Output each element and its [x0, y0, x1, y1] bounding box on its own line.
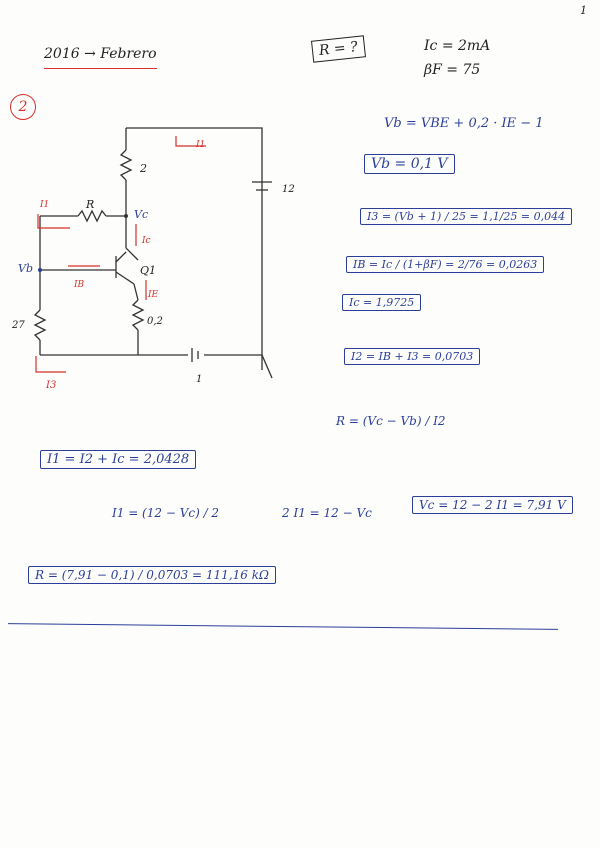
resistor-27-label: 27: [12, 320, 25, 331]
current-ib-label: IB: [74, 280, 85, 290]
node-vb-label: Vb: [18, 262, 33, 275]
given-beta: βF = 75: [424, 62, 481, 78]
r-result: R = (7,91 − 0,1) / 0,0703 = 111,16 kΩ: [28, 566, 276, 584]
ic-result: Ic = 1,9725: [342, 294, 421, 311]
current-ic-label: Ic: [142, 236, 151, 246]
r-equation: R = (Vc − Vb) / I2: [336, 414, 446, 428]
ib-equation: IB = Ic / (1+βF) = 2/76 = 0,0263: [346, 256, 544, 273]
problem-number: 2: [10, 94, 36, 120]
node-vc-label: Vc: [134, 208, 149, 221]
battery-1-label: 1: [196, 374, 203, 385]
current-i1-top-label: I1: [196, 140, 206, 150]
resistor-2-label: 2: [140, 162, 147, 175]
current-ie-label: IE: [148, 290, 159, 300]
transistor-label: Q1: [140, 264, 157, 277]
resistor-r-label: R: [86, 198, 95, 211]
question-box: R = ?: [311, 35, 366, 62]
i1-formula: I1 = (12 − Vc) / 2: [112, 506, 220, 520]
battery-12-label: 12: [282, 184, 295, 195]
vc-result: Vc = 12 − 2 I1 = 7,91 V: [412, 496, 573, 514]
resistor-02-label: 0,2: [147, 316, 163, 327]
given-ic: Ic = 2mA: [424, 38, 491, 54]
vb-result: Vb = 0,1 V: [364, 154, 455, 174]
i3-equation: I3 = (Vb + 1) / 25 = 1,1/25 = 0,044: [360, 208, 572, 225]
current-i3-label: I3: [46, 380, 57, 391]
exam-title: 2016 → Febrero: [44, 46, 157, 69]
i2-equation: I2 = IB + I3 = 0,0703: [344, 348, 480, 365]
i1-equation: I1 = I2 + Ic = 2,0428: [40, 450, 196, 469]
current-i1-left-label: I1: [40, 200, 50, 210]
i1-rearranged: 2 I1 = 12 − Vc: [282, 506, 372, 520]
vb-equation: Vb = VBE + 0,2 · IE − 1: [384, 116, 544, 131]
page-number: 1: [580, 4, 587, 17]
